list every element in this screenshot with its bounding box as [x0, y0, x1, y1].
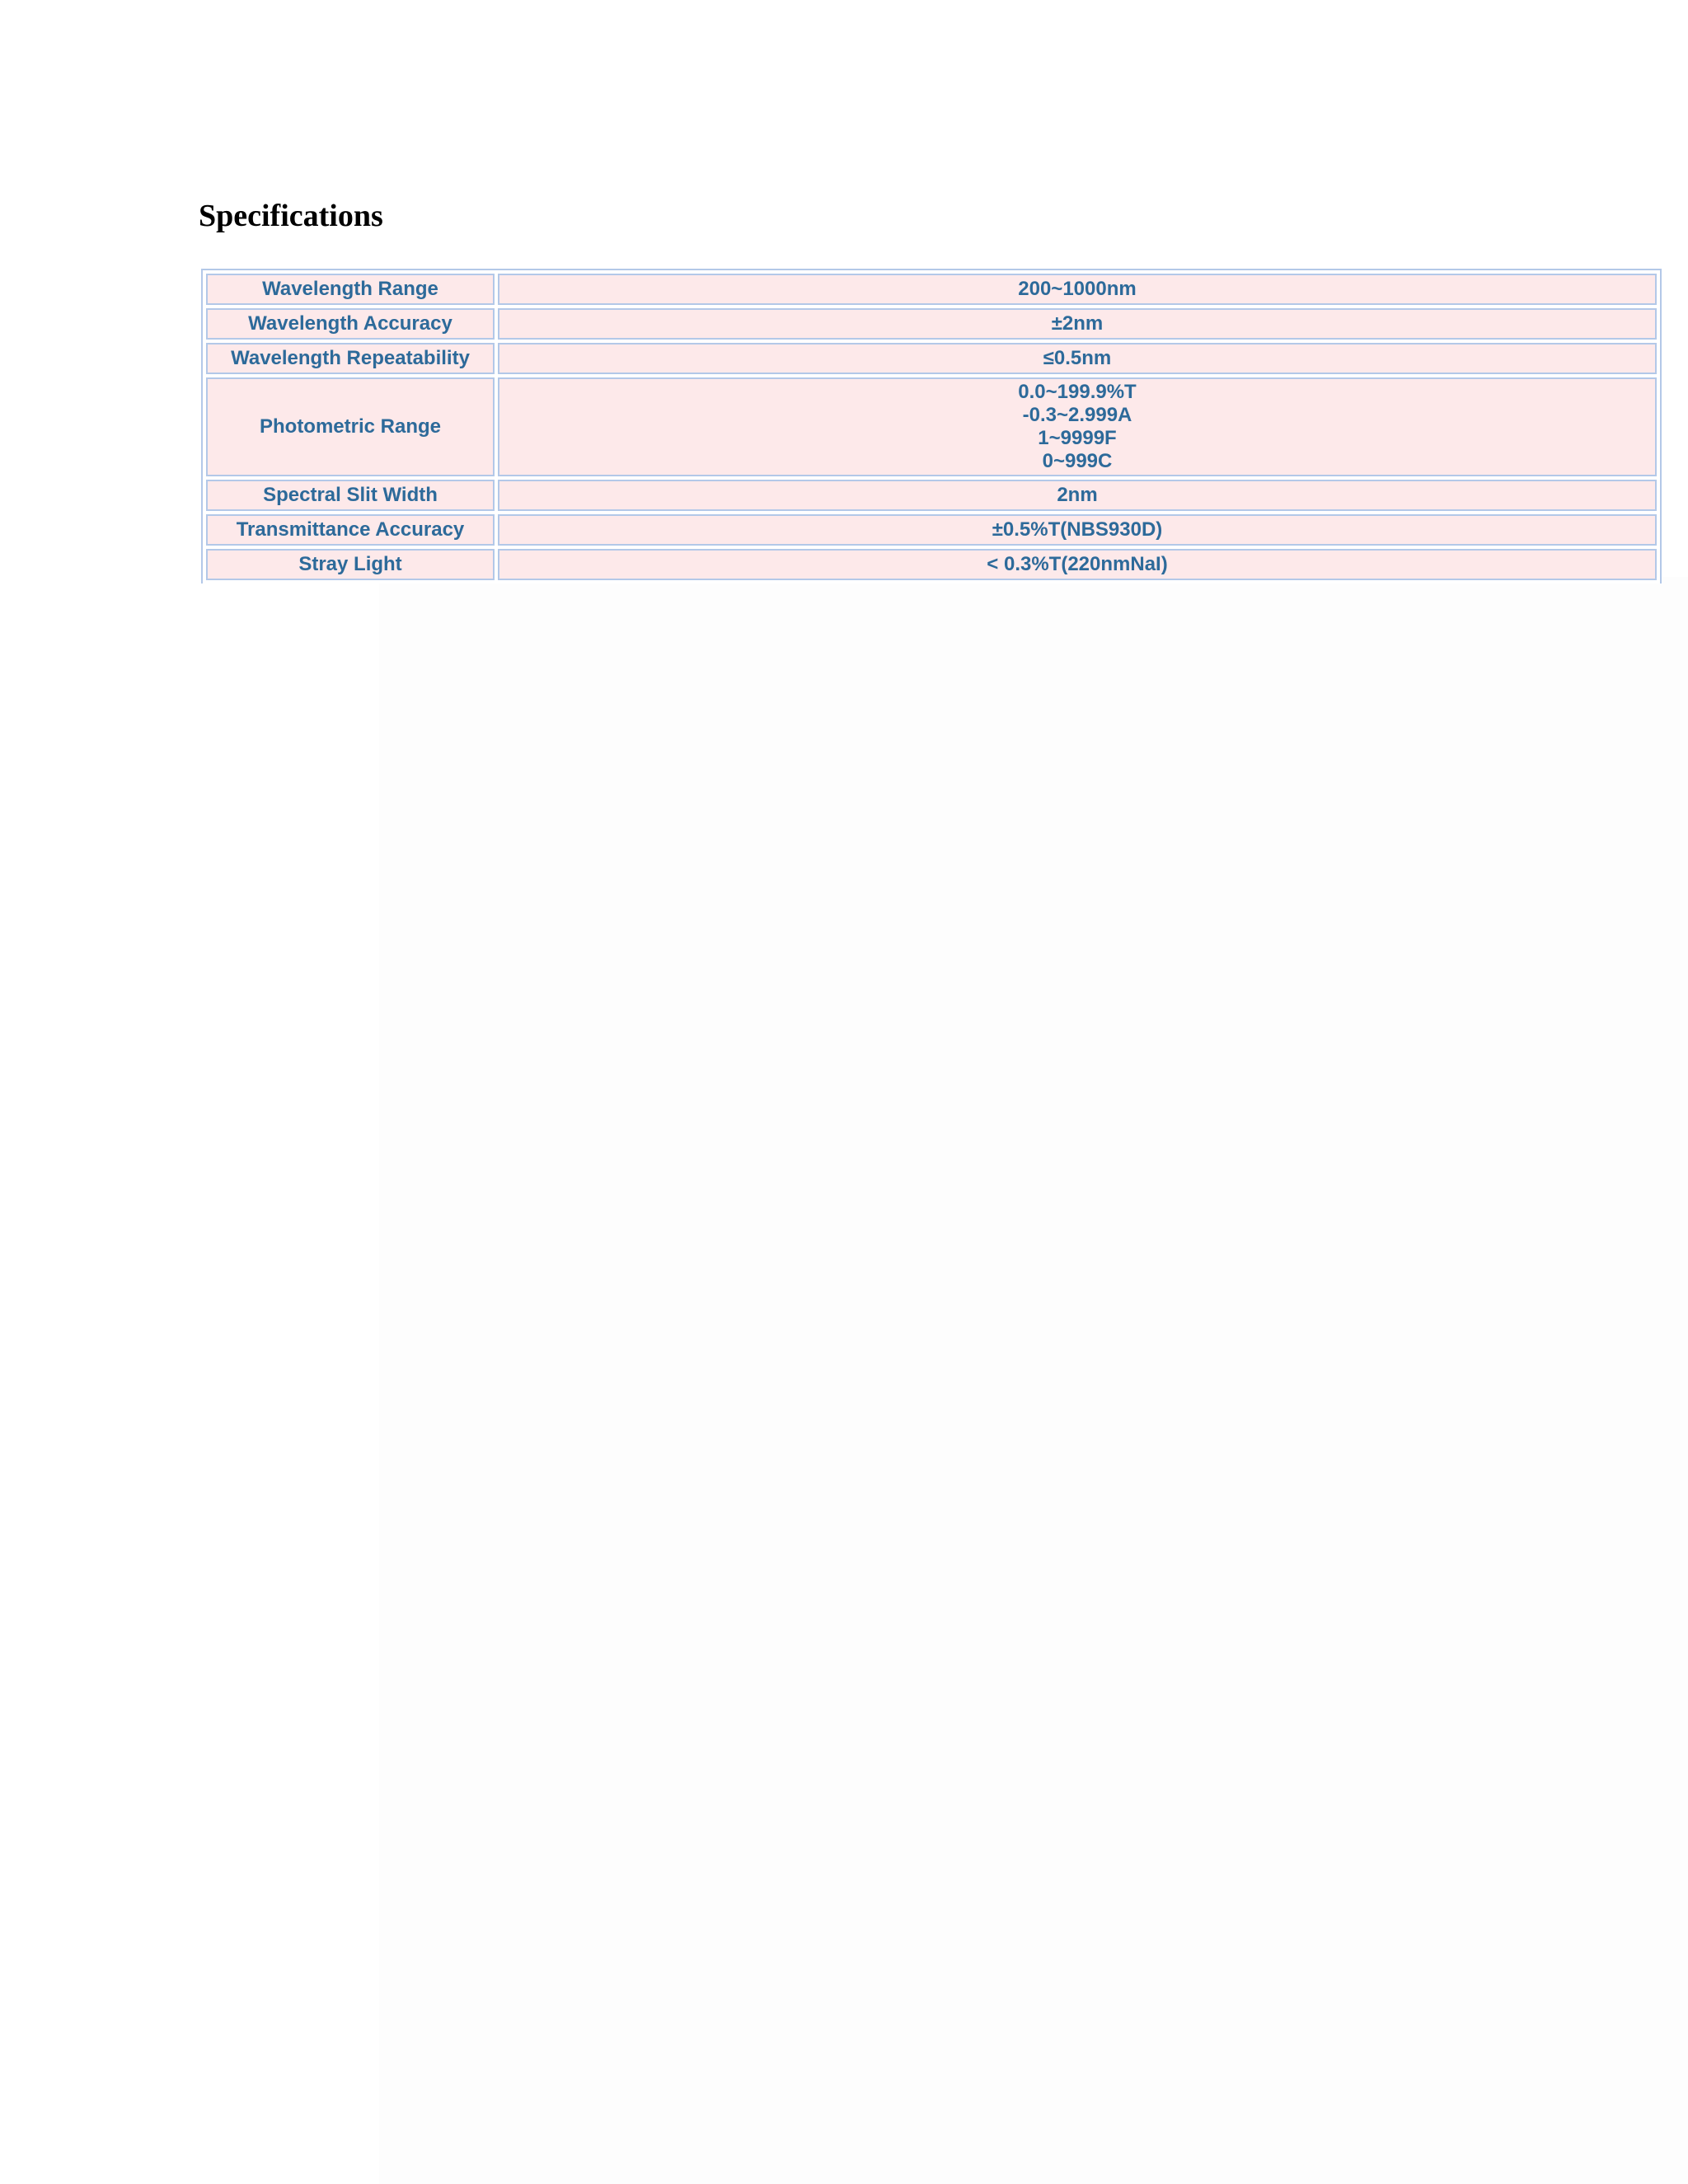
spec-value	[498, 480, 1657, 511]
table-row	[206, 274, 1657, 305]
spec-value-line: 1~9999F	[1038, 427, 1117, 449]
spec-label: Photometric Range	[206, 377, 495, 476]
spec-label: Wavelength Accuracy	[206, 308, 495, 340]
page-background-margin	[0, 577, 379, 2184]
spec-label: Wavelength Repeatability	[206, 343, 495, 374]
spec-value-line: ≤0.5nm	[1043, 347, 1112, 369]
spec-value	[498, 274, 1657, 305]
table-row	[206, 549, 1657, 580]
table-row	[206, 480, 1657, 511]
table-row	[206, 514, 1657, 546]
spec-label: Wavelength Range	[206, 274, 495, 305]
spec-value-line: 0~999C	[1042, 450, 1113, 472]
spec-value-line: ±2nm	[1051, 312, 1104, 335]
specifications-table	[201, 269, 1662, 583]
table-row	[206, 377, 1657, 476]
table-row	[206, 308, 1657, 340]
spec-value-line: < 0.3%T(220nmNaI)	[987, 553, 1168, 575]
spec-value-line: ±0.5%T(NBS930D)	[992, 518, 1163, 541]
spec-value	[498, 308, 1657, 340]
spec-label: Stray Light	[206, 549, 495, 580]
spec-label: Spectral Slit Width	[206, 480, 495, 511]
spec-label: Transmittance Accuracy	[206, 514, 495, 546]
spec-value-line: 2nm	[1057, 484, 1098, 506]
spec-value	[498, 343, 1657, 374]
spec-value	[498, 514, 1657, 546]
spec-value-line: -0.3~2.999A	[1022, 404, 1132, 426]
page-title: Specifications	[199, 199, 383, 233]
table-row	[206, 343, 1657, 374]
spec-value	[498, 377, 1657, 476]
spec-value	[498, 549, 1657, 580]
spec-value-line: 0.0~199.9%T	[1018, 381, 1137, 403]
spec-value-line: 200~1000nm	[1018, 278, 1137, 300]
